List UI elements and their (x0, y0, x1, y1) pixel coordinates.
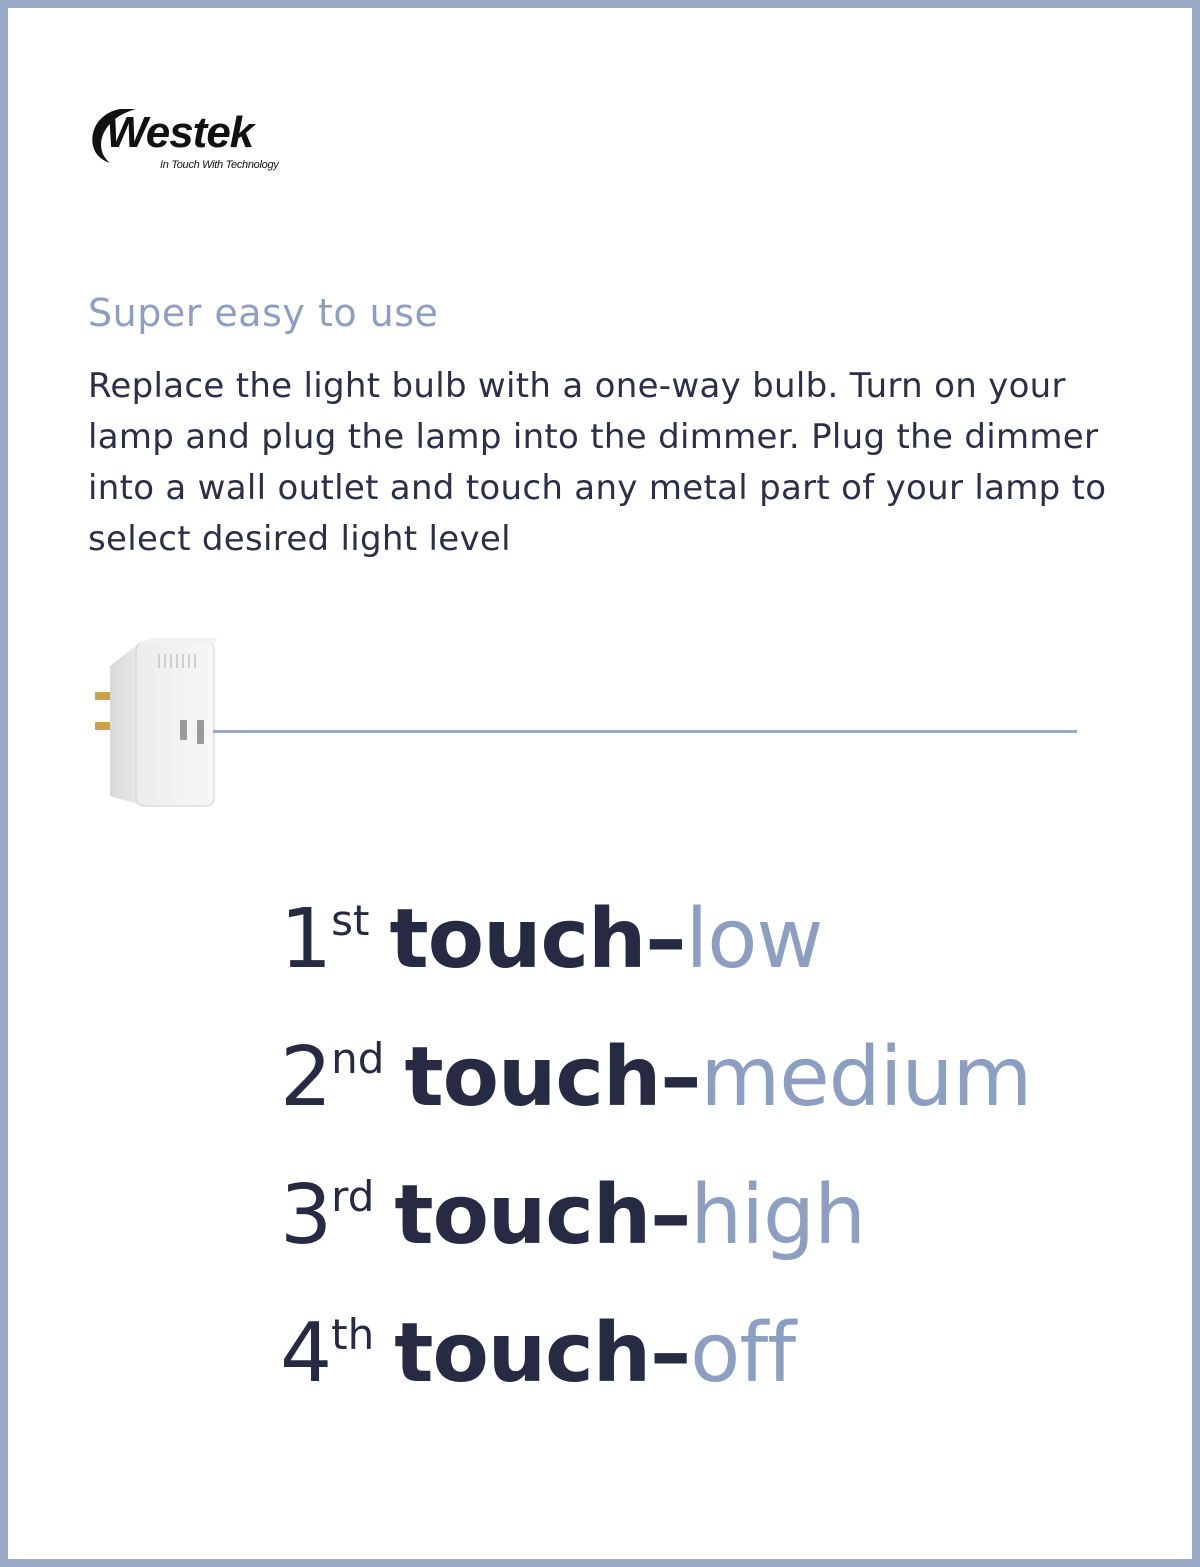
step-number: 1 (280, 892, 332, 987)
step-1 (280, 888, 1031, 1026)
step-ordinal: rd (331, 1172, 375, 1221)
step-number: 2 (280, 1030, 332, 1125)
step-3 (280, 1164, 1031, 1302)
step-ordinal: nd (331, 1034, 385, 1083)
instructions-text: Replace the light bulb with a one-way bulb. Turn on your lamp and plug the lamp into the dimmer. Plug the dimmer into a wall outlet and touch any metal part of your lamp to select desired light level (88, 366, 1107, 559)
section-heading: Super easy to use (88, 291, 439, 335)
step-level: high (690, 1168, 866, 1263)
touch-steps-list (280, 888, 1031, 1440)
step-action: touch– (404, 1030, 701, 1125)
step-ordinal: th (331, 1310, 375, 1359)
step-4 (280, 1302, 1031, 1440)
step-action: touch– (394, 1306, 691, 1401)
step-number: 4 (280, 1306, 332, 1401)
step-number: 3 (280, 1168, 332, 1263)
divider-line (213, 730, 1077, 733)
step-action: touch– (389, 892, 686, 987)
step-level: low (685, 892, 823, 987)
logo-tagline: In Touch With Technology (160, 159, 279, 171)
step-level: off (690, 1306, 796, 1401)
dimmer-plug-image (90, 636, 225, 811)
westek-logo (88, 103, 288, 178)
step-level: medium (700, 1030, 1032, 1125)
step-action: touch– (394, 1168, 691, 1263)
step-ordinal: st (331, 896, 370, 945)
step-2 (280, 1026, 1031, 1164)
logo-wordmark: Westek (106, 108, 254, 157)
